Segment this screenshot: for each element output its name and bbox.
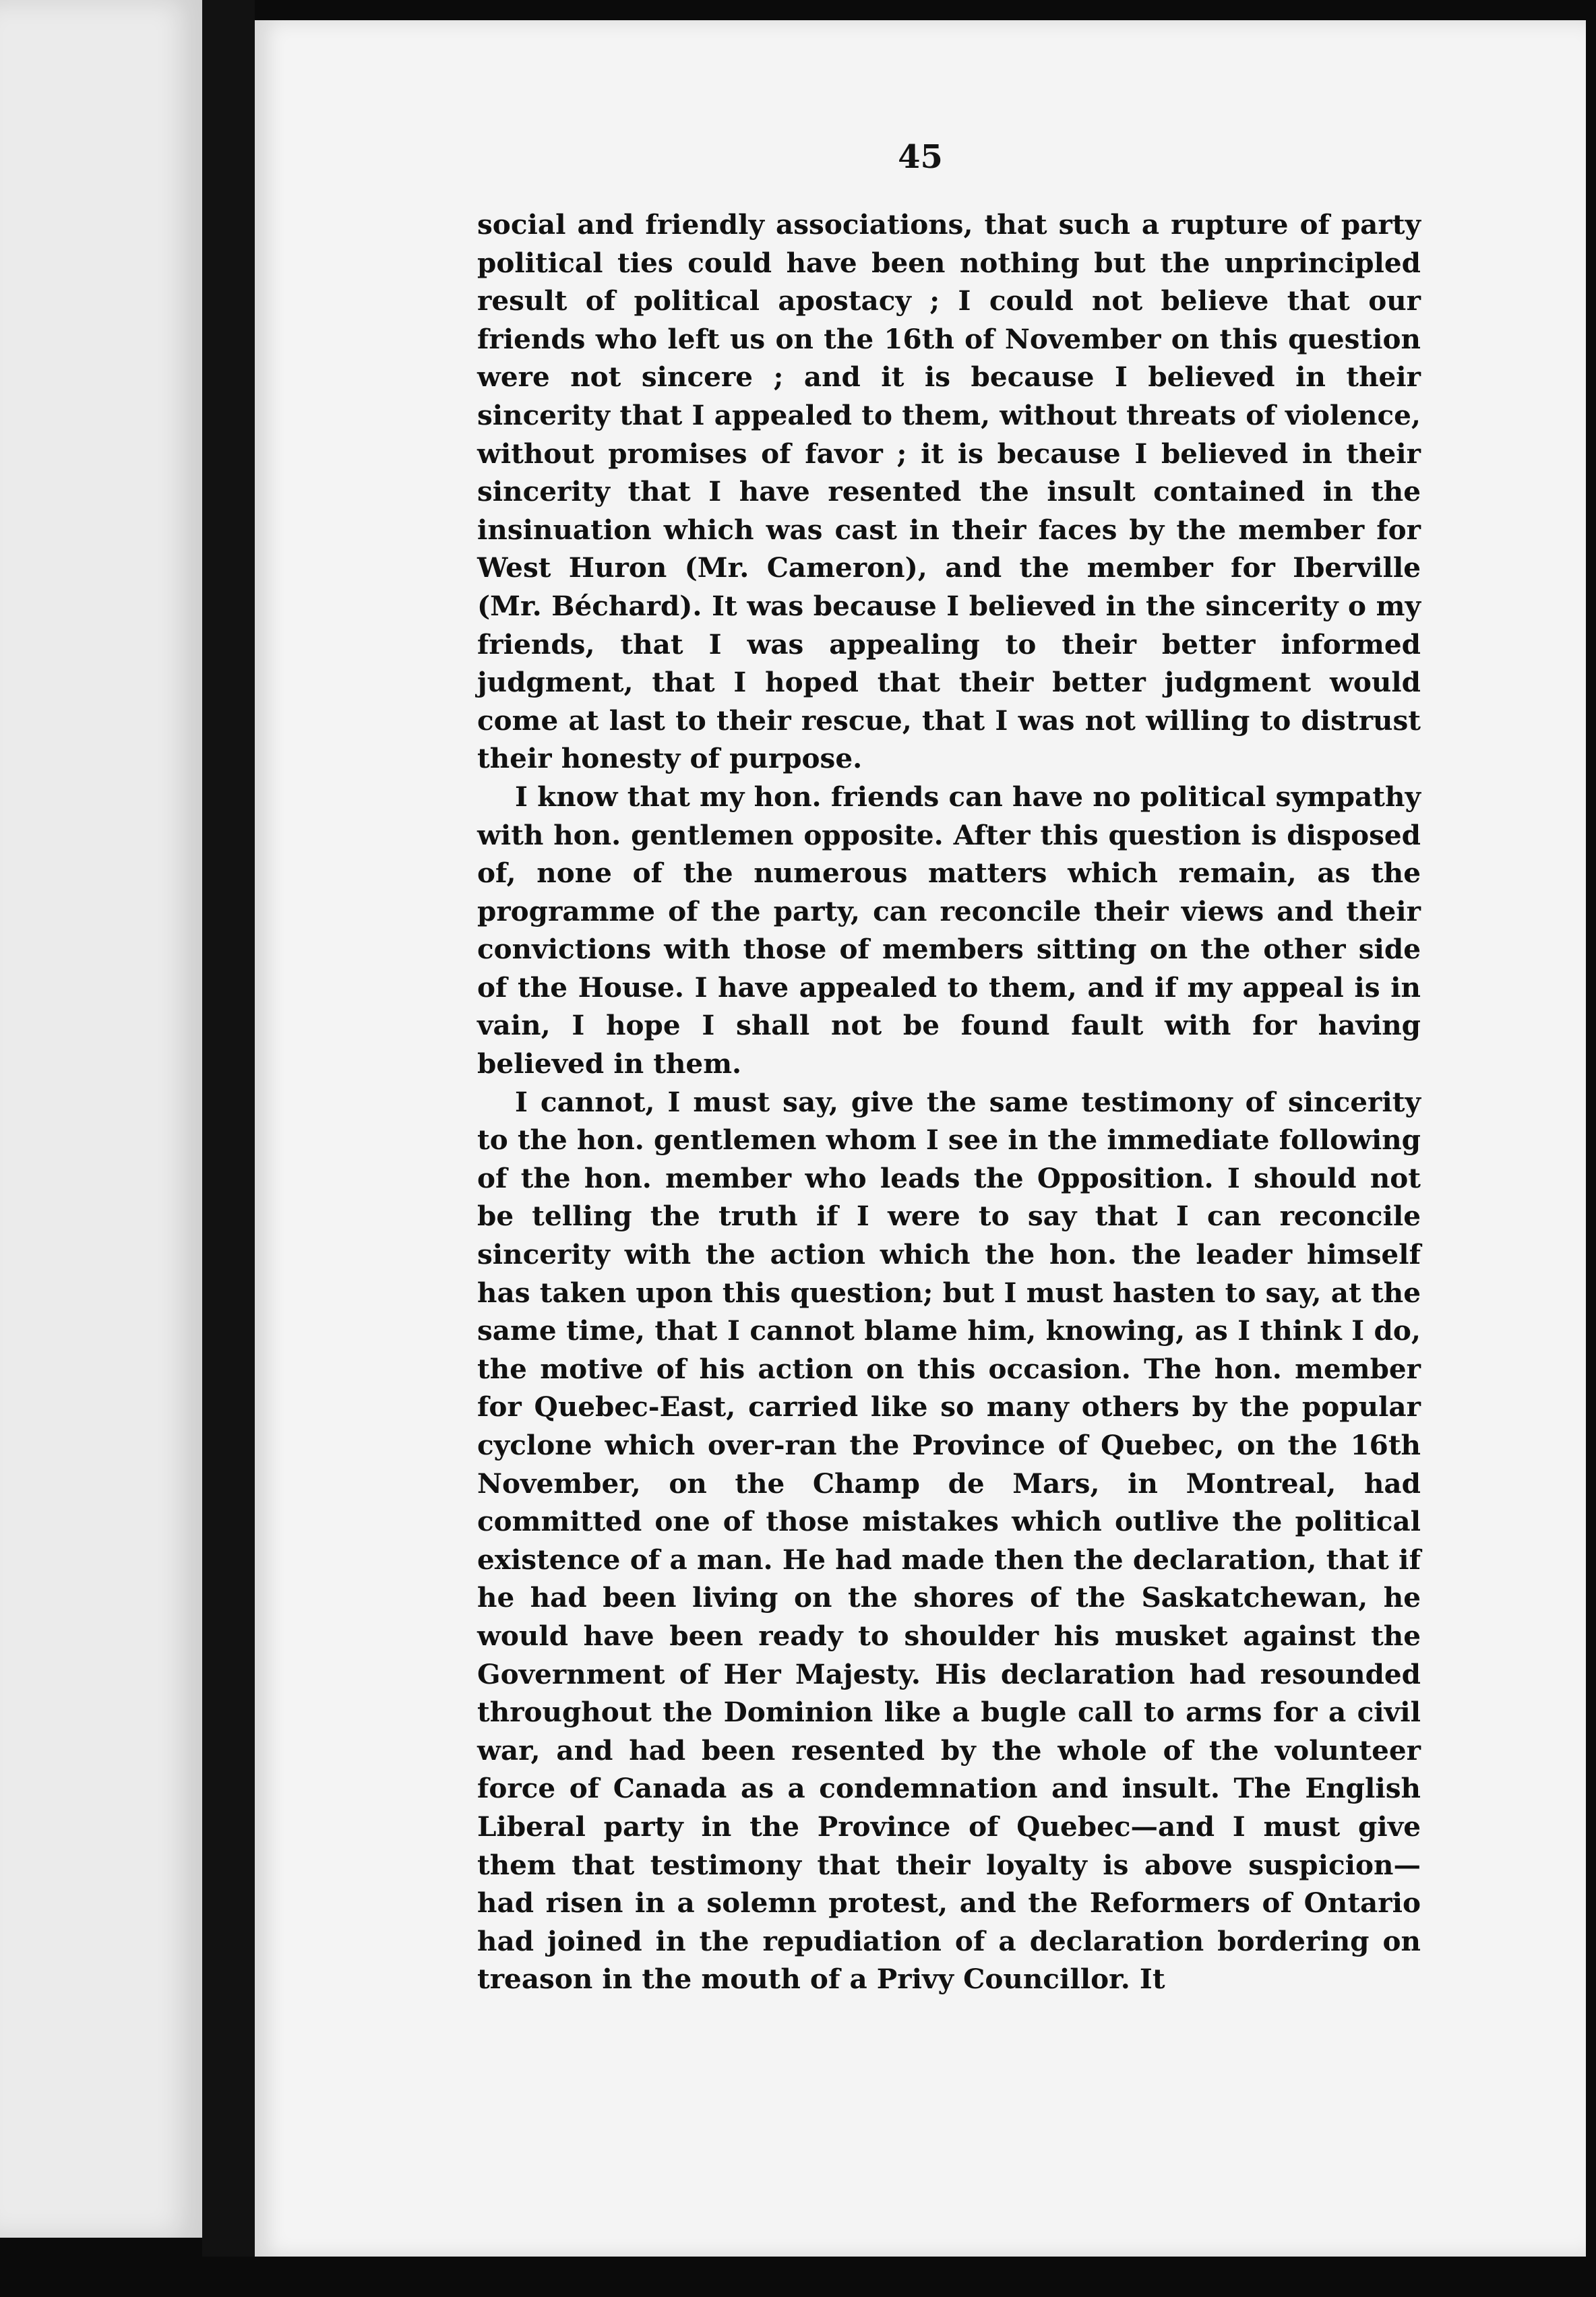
right-scan-edge [1586,0,1596,2297]
paragraph-3: I cannot, I must say, give the same testimony of sincerity to the hon. gentlemen whom I see in the immediate following of the hon. member who leads the Opposition. I should not be telling the truth if I were to say that I can reconcile sincerity with the action which the hon. the leader himself has taken upon this question; but I must hasten to say, at the same time, that I cannot blame him, knowing, as I think I do, the motive of his action on this occasion. The hon. member for Quebec-East, carried like so many others by the popular cyclone which over-ran the Province of Quebec, on the 16th November, on the Champ de Mars, in Montreal, had committed one of those mistakes which outlive the political existence of a man. He had made then the declaration, that if he had been living on the shores of the Saskatchewan, he would have been ready to shoulder his musket against the Government of Her Majesty. His declaration had resounded throughout the Dominion like a bugle call to arms for a civil war, and had been resented by the whole of the volunteer force of Canada as a condemnation and insult. The English Liberal party in the Province of Quebec—and I must give them that testimony that their loyalty is above suspicion—had risen in a solemn protest, and the Reformers of Ontario had joined in the repudiation of a declaration bordering on treason in the mouth of a Privy Councillor. It [477,1085,1421,1996]
body-text [477,206,1421,1998]
left-page-edge [0,0,208,2238]
right-page [255,20,1586,2257]
paragraph-2: I know that my hon. friends can have no political sympathy with hon. gentlemen opposite. After this question is disposed of, none of the numerous matters which remain, as the programme of the party, can reconcile their views and their convictions with those of members sitting on the other side of the House. I have appealed to them, and if my appeal is in vain, I hope I shall not be found fault with for having believed in them. [477,780,1421,1080]
book-gutter [202,0,255,2297]
bottom-scan-edge [0,2257,1596,2297]
page-number: 45 [898,138,943,176]
paragraph-1: social and friendly associations, that such a rupture of party political ties could have been nothing but the unprincipled result of political apostacy ; I could not believe that our friends who left us on the 16th of November on this question were not sincere ; and it is because I believed in their sincerity that I appealed to them, without threats of violence, without promises of favor ; it is because I believed in their sincerity that I have resented the insult contained in the insinuation which was cast in their faces by the member for West Huron (Mr. Cameron), and the member for Iberville (Mr. Béchard). It was because I believed in the sincerity o my friends, that I was appealing to their better informed judgment, that I hoped that their better judgment would come at last to their rescue, that I was not willing to distrust their honesty of purpose. [477,208,1421,775]
